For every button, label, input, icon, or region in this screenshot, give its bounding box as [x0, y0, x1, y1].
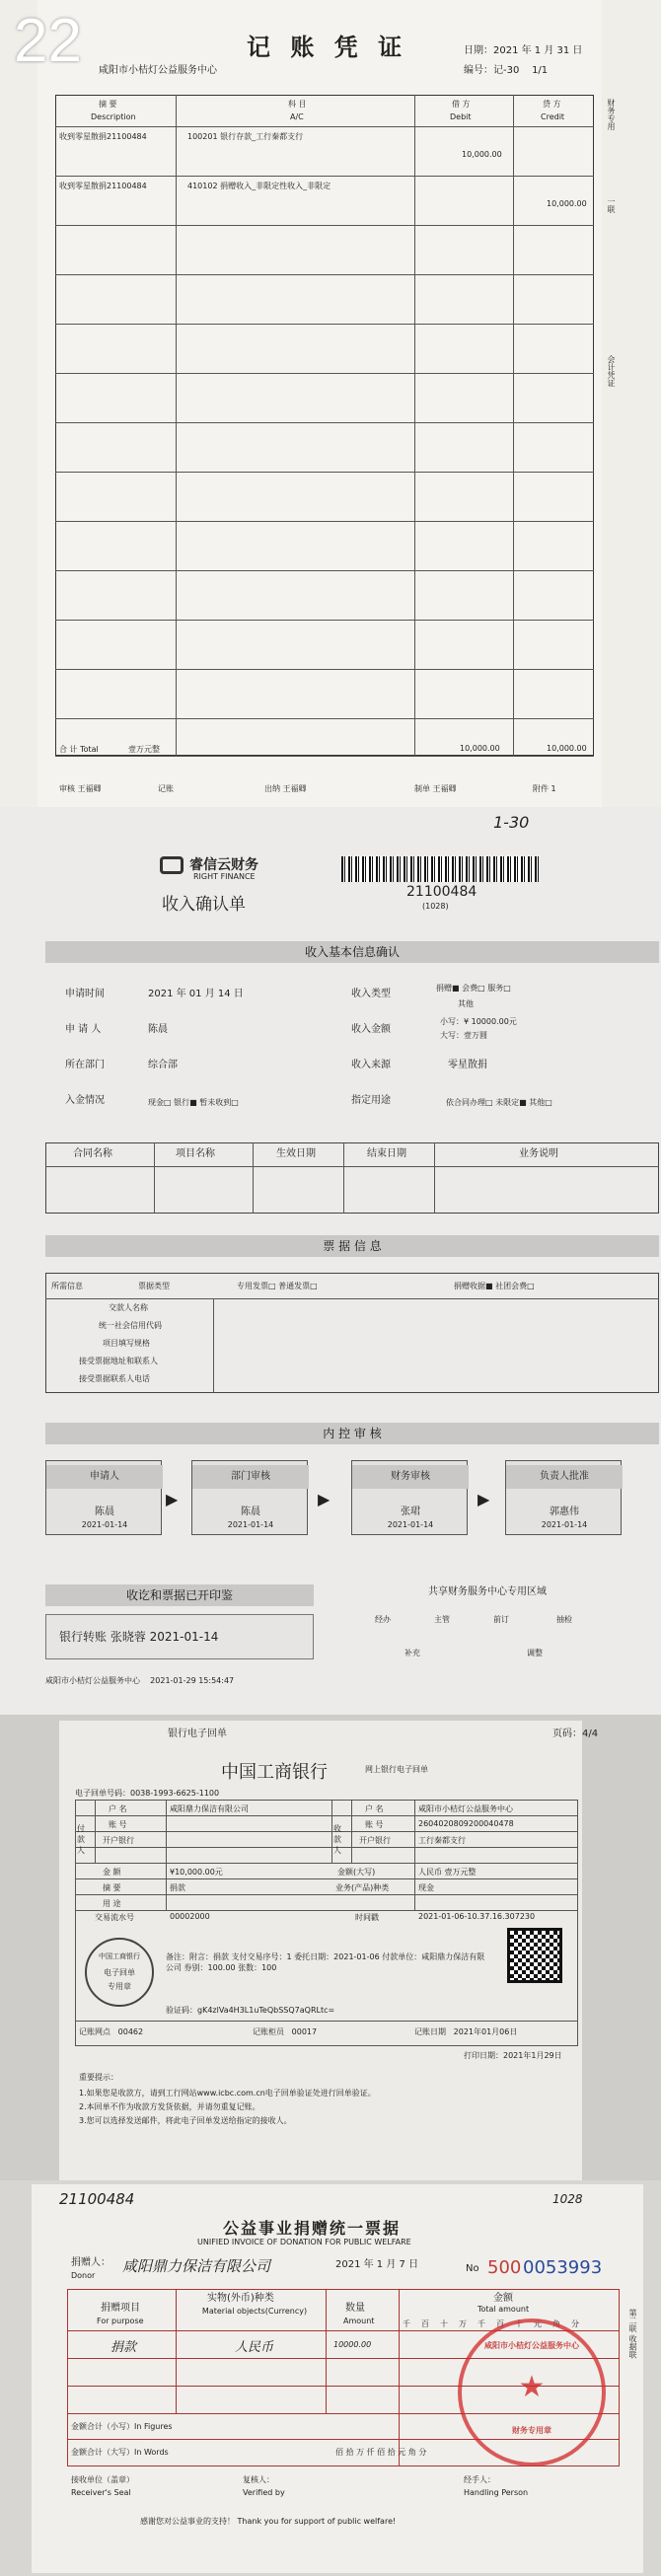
note-2: 2.本回单不作为收款方发货依据，并请勿重复记账。: [79, 2102, 260, 2111]
verify-label: 复核人：: [243, 2475, 274, 2484]
page-number: 22: [14, 7, 82, 75]
payee-name: 咸阳市小桔灯公益服务中心: [418, 1804, 513, 1813]
seal-line-3: 专用章: [108, 1982, 131, 1991]
payer-label: 付款人: [77, 1824, 85, 1855]
cashier-label: 出纳: [264, 784, 280, 793]
seal-line-2: 电子回单: [104, 1968, 135, 1977]
voucher-no-label: 编号：: [464, 65, 493, 76]
contract-h4: 结束日期: [367, 1148, 406, 1159]
handler-label: 经手人：: [464, 2475, 495, 2484]
invoice-row1: 交款人名称: [109, 1303, 148, 1312]
unit-1: 千: [403, 2319, 421, 2328]
bank-page-label: 页码：: [552, 1729, 582, 1739]
remark-label: 备注：: [166, 1952, 189, 1961]
total-credit: 10,000.00: [547, 744, 587, 753]
flow-role-2: 部门审核: [192, 1465, 309, 1489]
barcode-no: 21100484: [406, 884, 477, 900]
payer-name-label: 户 名: [109, 1804, 127, 1813]
bank-name: 中国工商银行: [221, 1762, 328, 1783]
unit-2: 百: [421, 2319, 440, 2328]
unit-7: 十: [515, 2319, 534, 2328]
source: 零星散捐: [448, 1060, 487, 1070]
share-role-6: 调整: [527, 1649, 543, 1657]
row-purpose: 捐款: [110, 2340, 137, 2355]
voucher-title: 记 账 凭 证: [247, 34, 408, 61]
receipt-handwritten-no: 1-30: [493, 813, 530, 832]
type-en: Material objects(Currency): [201, 2307, 308, 2316]
handler-en: Handling Person: [464, 2488, 529, 2497]
flow-arrow-icon: ▶: [166, 1490, 179, 1509]
dept: 综合部: [148, 1060, 178, 1070]
donation-date: 2021 年 1 月 7 日: [335, 2259, 419, 2270]
col-credit: 贷 方: [543, 100, 561, 109]
maker-name: 王福卿: [432, 784, 457, 793]
flow-step-3: [351, 1460, 468, 1535]
applicant: 陈晨: [148, 1024, 168, 1035]
voucher-date-label: 日期：: [464, 45, 493, 56]
share-role-5: 补充: [404, 1649, 420, 1657]
account-label: 记账: [158, 784, 174, 793]
arrival-label: 入金情况: [65, 1095, 105, 1106]
section-basic: 收入基本信息确认: [45, 941, 659, 963]
audit-name: 王福卿: [77, 784, 102, 793]
receiver-label: 接收单位（盖章）: [71, 2475, 134, 2484]
flow-role-4: 负责人批准: [506, 1465, 623, 1489]
print-date: 2021年1月29日: [503, 2051, 562, 2060]
row2-subject: 410102 捐赠收入_非限定性收入_非限定: [187, 182, 331, 190]
contract-table: [45, 1142, 659, 1214]
invoice-row2: 统一社会信用代码: [99, 1321, 162, 1330]
col-summary: 摘 要: [99, 100, 117, 109]
serial: 0038-1993-6625-1100: [130, 1789, 220, 1798]
payer-name: 咸阳鼎力保洁有限公司: [170, 1804, 249, 1813]
money-label: 金额: [493, 2293, 513, 2304]
flow-name-3: 张珺: [401, 1507, 420, 1517]
seal-text: 咸阳市小桔灯公益服务中心: [484, 2341, 579, 2350]
note-1: 1.如果您是收款方，请到工行网站www.icbc.com.cn电子回单验证处进行回单验证。: [79, 2089, 376, 2098]
donation-no-label: No: [466, 2263, 479, 2274]
flow-step-2: [191, 1460, 308, 1535]
flow-name-2: 陈晨: [241, 1507, 260, 1517]
share-role-2: 主管: [434, 1615, 450, 1624]
donation-handwritten-right: 1028: [552, 2192, 583, 2206]
unit-4: 万: [459, 2319, 477, 2328]
voucher-no: 记-30: [493, 65, 520, 76]
invoice-opts1: 专用发票□ 普通发票□: [237, 1282, 318, 1290]
row-type: 人民币: [235, 2340, 274, 2355]
verify-en: Verified by: [243, 2488, 285, 2497]
unit-10: 分: [571, 2319, 590, 2328]
branch-label: 记账网点: [79, 2027, 110, 2036]
purpose-en: For purpose: [97, 2317, 144, 2325]
payer-acct-label: 账 号: [109, 1820, 127, 1829]
flow-name-1: 陈晨: [95, 1507, 114, 1517]
row-qty: 10000.00: [333, 2340, 372, 2349]
bank-branch: 00462: [117, 2027, 144, 2036]
donation-section: [0, 2180, 661, 2576]
biz-label: 业务(产品)种类: [335, 1883, 390, 1892]
unit-5: 千: [477, 2319, 496, 2328]
total-label: 合 计: [59, 745, 78, 754]
total-en: Total: [80, 745, 99, 754]
bank-amount-big: 人民币 壹万元整: [418, 1868, 477, 1877]
summary-label: 摘 要: [103, 1883, 121, 1892]
bank-summary: 捐款: [170, 1883, 185, 1892]
attach-count: 1: [551, 784, 556, 793]
applicant-label: 申 请 人: [65, 1024, 102, 1035]
bank-seal: [85, 1938, 154, 2007]
flow-date-3: 2021-01-14: [387, 1520, 434, 1529]
donation-thanks: 感谢您对公益事业的支持！ Thank you for support of public welfare!: [140, 2517, 397, 2526]
arrival-opts: 现金□ 银行■ 暂未收到□: [148, 1098, 239, 1107]
donation-no: 0053993: [523, 2257, 603, 2278]
bank-sub: 网上银行电子回单: [365, 1765, 428, 1774]
share-role-1: 经办: [375, 1615, 391, 1624]
seal-line-1: 中国工商银行: [99, 1952, 140, 1960]
side-note-2: 一联: [607, 197, 616, 213]
unit-9: 角: [552, 2319, 571, 2328]
attach-label: 附件: [533, 784, 549, 793]
donation-handwritten-no: 21100484: [59, 2190, 135, 2208]
donor: 咸阳鼎力保洁有限公司: [122, 2257, 271, 2275]
invoice-row5: 接受票据联系人电话: [79, 1374, 150, 1383]
col-credit-en: Credit: [541, 112, 565, 121]
income-type-other: 其他: [458, 999, 474, 1008]
flow-step-1: [45, 1460, 162, 1535]
payee-bank: 工行秦都支行: [418, 1836, 466, 1845]
amount-label: 金 额: [103, 1868, 121, 1877]
invoice-opts2: 捐赠收据■ 社团会费□: [454, 1282, 535, 1290]
contract-h2: 项目名称: [176, 1148, 215, 1159]
donation-title-en: UNIFIED INVOICE OF DONATION FOR PUBLIC WELFARE: [197, 2238, 411, 2246]
donation-side-note: 第二联 收据联: [628, 2309, 637, 2359]
barcode: [341, 856, 539, 882]
flow-date-1: 2021-01-14: [81, 1520, 128, 1529]
total-small-label: 金额合计（小写）In Figures: [71, 2422, 173, 2431]
bank-amount: ¥10,000.00元: [170, 1868, 223, 1877]
apply-time-label: 申请时间: [65, 989, 105, 999]
invoice-row4: 接受票据地址和联系人: [79, 1357, 158, 1365]
bank-txn: 00002000: [170, 1912, 210, 1921]
col-debit: 借 方: [452, 100, 471, 109]
amount-label: 收入金额: [351, 1024, 391, 1035]
total-big: 佰 拾 万 仟 佰 拾 元 角 分: [335, 2448, 427, 2457]
section-control: 内 控 审 核: [45, 1423, 659, 1444]
section-invoice: 票 据 信 息: [45, 1235, 659, 1257]
logo-name: 睿信云财务: [189, 857, 258, 873]
bank-page: 4/4: [582, 1729, 599, 1739]
row2-credit: 10,000.00: [547, 199, 587, 208]
payee-acct-label: 账 号: [365, 1820, 384, 1829]
row2-summary: 收到零星散捐21100484: [59, 182, 147, 190]
receipt-title: 收入确认单: [162, 895, 246, 915]
flow-role-1: 申请人: [46, 1465, 163, 1489]
payee-acct: 2604020809200040478: [418, 1819, 514, 1828]
time-label: 时间戳: [355, 1913, 379, 1922]
use-label: 用 途: [103, 1899, 121, 1908]
serial-label: 电子回单号码：: [75, 1789, 130, 1798]
section-stamp: 收讫和票据已开印鉴: [45, 1584, 314, 1606]
total-debit: 10,000.00: [460, 744, 500, 753]
voucher-date: 2021 年 1 月 31 日: [493, 45, 583, 56]
row1-debit: 10,000.00: [462, 150, 502, 159]
footer-time: 2021-01-29 15:54:47: [150, 1676, 235, 1685]
seal-sub: 财务专用章: [512, 2426, 551, 2435]
notes-title: 重要提示：: [79, 2073, 118, 2082]
note-3: 3.您可以选择发送邮件，将此电子回单发送给指定的接收人。: [79, 2116, 292, 2125]
cashier-name: 王福卿: [282, 784, 307, 793]
bank-remark: 附言：捐款 支付交易序号：1 委托日期：2021-01-06 付款单位：咸阳鼎力保洁有限公司 券别：100.00 张数：100: [166, 1952, 485, 1973]
voucher-page: 1/1: [532, 65, 549, 76]
col-debit-en: Debit: [450, 112, 472, 121]
bank-section: [0, 1715, 661, 2180]
flow-arrow-icon: ▶: [318, 1490, 330, 1509]
col-subject-en: A/C: [290, 112, 304, 121]
unit-6: 百: [496, 2319, 515, 2328]
total-words: 壹万元整: [128, 745, 160, 754]
side-note-3: 会计凭证: [607, 355, 616, 387]
donation-title-cn: 公益事业捐赠统一票据: [223, 2219, 402, 2238]
qty-label: 数量: [345, 2303, 365, 2314]
amount-big-label: 金额(大写): [337, 1868, 376, 1877]
teller-label: 记账柜员: [253, 2027, 284, 2036]
receipt-section: [0, 807, 661, 1715]
purpose-opts: 依合同办理□ 未限定■ 其他□: [446, 1098, 552, 1107]
unit-3: 十: [440, 2319, 459, 2328]
amount-big: 大写：壹万圆: [440, 1031, 487, 1040]
share-role-3: 前订: [493, 1615, 509, 1624]
qr-code: [507, 1928, 562, 1983]
barcode-sub: (1028): [422, 902, 449, 911]
contract-h3: 生效日期: [276, 1148, 316, 1159]
side-note-1: 财务专用: [607, 99, 616, 130]
check-label: 验证码：: [166, 2006, 197, 2015]
audit-label: 审核: [59, 784, 75, 793]
contract-h1: 合同名称: [73, 1148, 112, 1159]
apply-time: 2021 年 01 月 14 日: [148, 989, 244, 999]
voucher-section: [0, 0, 661, 807]
date-label: 记账日期: [414, 2027, 446, 2036]
bank-check: gK4zlVa4H3L1uTeQbSSQ7aQRLtc=: [197, 2006, 335, 2015]
invoice-type-label: 所需信息: [51, 1282, 83, 1290]
amount-small: 小写：¥ 10000.00元: [440, 1017, 517, 1026]
source-label: 收入来源: [351, 1060, 391, 1070]
donation-no-red: 500: [487, 2257, 522, 2278]
row1-subject: 100201 银行存款_工行秦都支行: [187, 132, 304, 141]
total-big-label: 金额合计（大写）In Words: [71, 2448, 169, 2457]
donor-en: Donor: [71, 2271, 96, 2280]
share-role-4: 抽检: [556, 1615, 572, 1624]
donor-label: 捐赠人：: [71, 2257, 110, 2268]
bank-biz: 现金: [418, 1883, 434, 1892]
type-label: 实物(外币)种类: [207, 2293, 274, 2304]
flow-arrow-icon: ▶: [477, 1490, 490, 1509]
dept-label: 所在部门: [65, 1060, 105, 1070]
footer-org: 咸阳市小桔灯公益服务中心: [45, 1676, 140, 1685]
share-title: 共享财务服务中心专用区域: [428, 1586, 547, 1597]
income-type-opts: 捐赠■ 会费□ 服务□: [436, 984, 511, 993]
purpose-label: 捐赠项目: [101, 2303, 140, 2314]
bank-teller: 00017: [291, 2027, 318, 2036]
col-summary-en: Description: [91, 112, 136, 121]
payee-bank-label: 开户银行: [359, 1836, 391, 1845]
flow-step-4: [505, 1460, 622, 1535]
purpose-label: 指定用途: [351, 1095, 391, 1106]
qty-en: Amount: [343, 2317, 375, 2325]
unit-8: 元: [534, 2319, 552, 2328]
invoice-cat-label: 票据类型: [138, 1282, 170, 1290]
invoice-row3: 项目填写规格: [103, 1339, 150, 1348]
flow-date-4: 2021-01-14: [541, 1520, 588, 1529]
receiver-en: Receiver's Seal: [71, 2488, 131, 2497]
stamp-text: 银行转账 张晓蓉 2021-01-14: [59, 1630, 219, 1644]
flow-name-4: 郭惠伟: [550, 1507, 579, 1517]
logo-en: RIGHT FINANCE: [193, 872, 256, 881]
payee-label: 收款人: [333, 1824, 341, 1855]
row1-summary: 收到零星散捐21100484: [59, 132, 147, 141]
red-seal: [458, 2318, 606, 2466]
money-en: Total amount: [477, 2305, 530, 2314]
payer-bank-label: 开户银行: [103, 1836, 134, 1845]
contract-h5: 业务说明: [519, 1148, 558, 1159]
logo-icon: [160, 856, 184, 874]
seal-star-icon: ★: [518, 2370, 546, 2404]
col-subject: 科 目: [288, 100, 307, 109]
txn-label: 交易流水号: [95, 1913, 134, 1922]
bank-date: 2021年01月06日: [453, 2027, 518, 2036]
income-type-label: 收入类型: [351, 989, 391, 999]
payee-name-label: 户 名: [365, 1804, 384, 1813]
flow-date-2: 2021-01-14: [227, 1520, 274, 1529]
flow-role-3: 财务审核: [352, 1465, 469, 1489]
bank-header: 银行电子回单: [168, 1729, 227, 1739]
maker-label: 制单: [414, 784, 430, 793]
print-label: 打印日期：: [464, 2051, 503, 2060]
bank-time: 2021-01-06-10.37.16.307230: [418, 1912, 536, 1921]
voucher-org: 咸阳市小桔灯公益服务中心: [99, 65, 217, 76]
